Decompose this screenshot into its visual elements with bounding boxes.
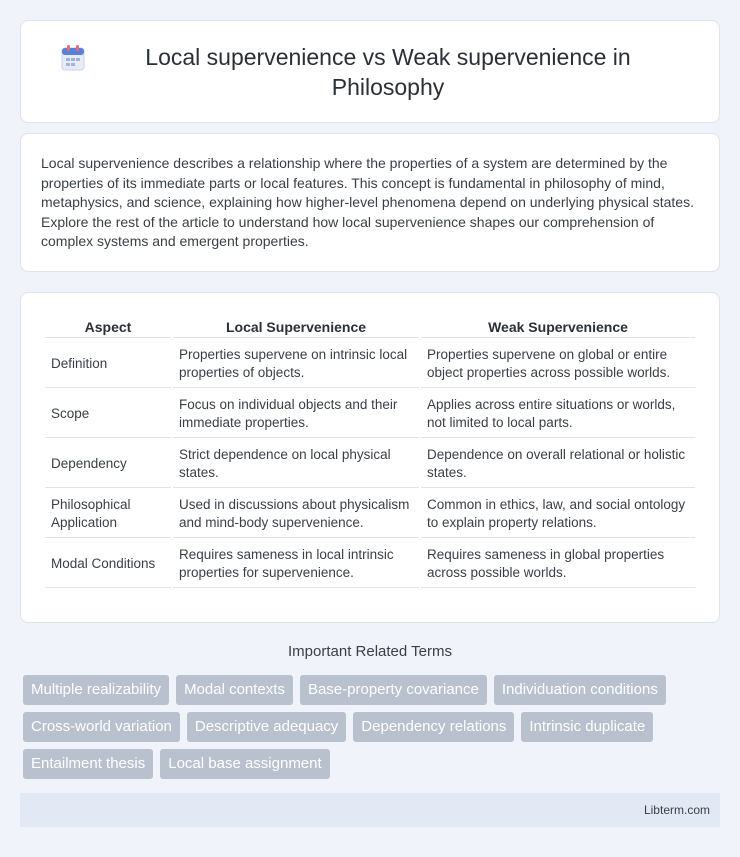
table-row: [45, 340, 695, 388]
related-terms-list: [23, 675, 723, 779]
cell-local: Used in discussions about physicalism and mind-body supervenience.: [173, 490, 419, 538]
header-aspect: Aspect: [45, 315, 171, 338]
table-row: [45, 490, 695, 538]
footer: [20, 793, 720, 827]
table-header-row: [45, 315, 695, 338]
related-term-tag[interactable]: Modal contexts: [176, 675, 293, 705]
related-term-tag[interactable]: Multiple realizability: [23, 675, 169, 705]
cell-weak: Common in ethics, law, and social ontology to explain property relations.: [421, 490, 695, 538]
related-term-tag[interactable]: Entailment thesis: [23, 749, 153, 779]
cell-weak: Applies across entire situations or worlds, not limited to local parts.: [421, 390, 695, 438]
footer-site-link[interactable]: Libterm.com: [643, 803, 710, 817]
table-row: [45, 540, 695, 588]
cell-aspect: Definition: [45, 340, 171, 388]
related-term-tag[interactable]: Cross-world variation: [23, 712, 180, 742]
intro-paragraph: Local supervenience describes a relationship where the properties of a system are determined by the properties of its immediate parts or local features. This concept is fundamental in philosophy of mind, metaphysics, and science, explaining how higher-level phenomena depend on underlying physical states. Explore the rest of the article to understand how local supervenience shapes our comprehension of complex systems and emergent properties.: [41, 155, 694, 250]
comparison-card: [20, 292, 720, 623]
table-row: [45, 390, 695, 438]
page-title: Local supervenience vs Weak supervenience in Philosophy: [145, 43, 631, 100]
cell-aspect: Scope: [45, 390, 171, 438]
calendar-icon: [60, 44, 86, 72]
table-row: [45, 440, 695, 488]
cell-local: Strict dependence on local physical states.: [173, 440, 419, 488]
cell-local: Focus on individual objects and their immediate properties.: [173, 390, 419, 438]
related-term-tag[interactable]: Individuation conditions: [494, 675, 666, 705]
cell-aspect: Philosophical Application: [45, 490, 171, 538]
title-wrap: [60, 42, 680, 102]
comparison-table: [43, 313, 697, 590]
cell-local: Properties supervene on intrinsic local properties of objects.: [173, 340, 419, 388]
cell-local: Requires sameness in local intrinsic properties for supervenience.: [173, 540, 419, 588]
cell-weak: Dependence on overall relational or holistic states.: [421, 440, 695, 488]
cell-weak: Properties supervene on global or entire object properties across possible worlds.: [421, 340, 695, 388]
header-weak: Weak Supervenience: [421, 315, 695, 338]
related-term-tag[interactable]: Base-property covariance: [300, 675, 487, 705]
related-term-tag[interactable]: Dependency relations: [353, 712, 514, 742]
header-local: Local Supervenience: [173, 315, 419, 338]
cell-weak: Requires sameness in global properties across possible worlds.: [421, 540, 695, 588]
cell-aspect: Modal Conditions: [45, 540, 171, 588]
related-term-tag[interactable]: Descriptive adequacy: [187, 712, 346, 742]
title-card: [20, 20, 720, 123]
related-term-tag[interactable]: Intrinsic duplicate: [521, 712, 653, 742]
cell-aspect: Dependency: [45, 440, 171, 488]
related-terms-title: Important Related Terms: [288, 643, 452, 660]
intro-card: [20, 133, 720, 272]
related-term-tag[interactable]: Local base assignment: [160, 749, 329, 779]
